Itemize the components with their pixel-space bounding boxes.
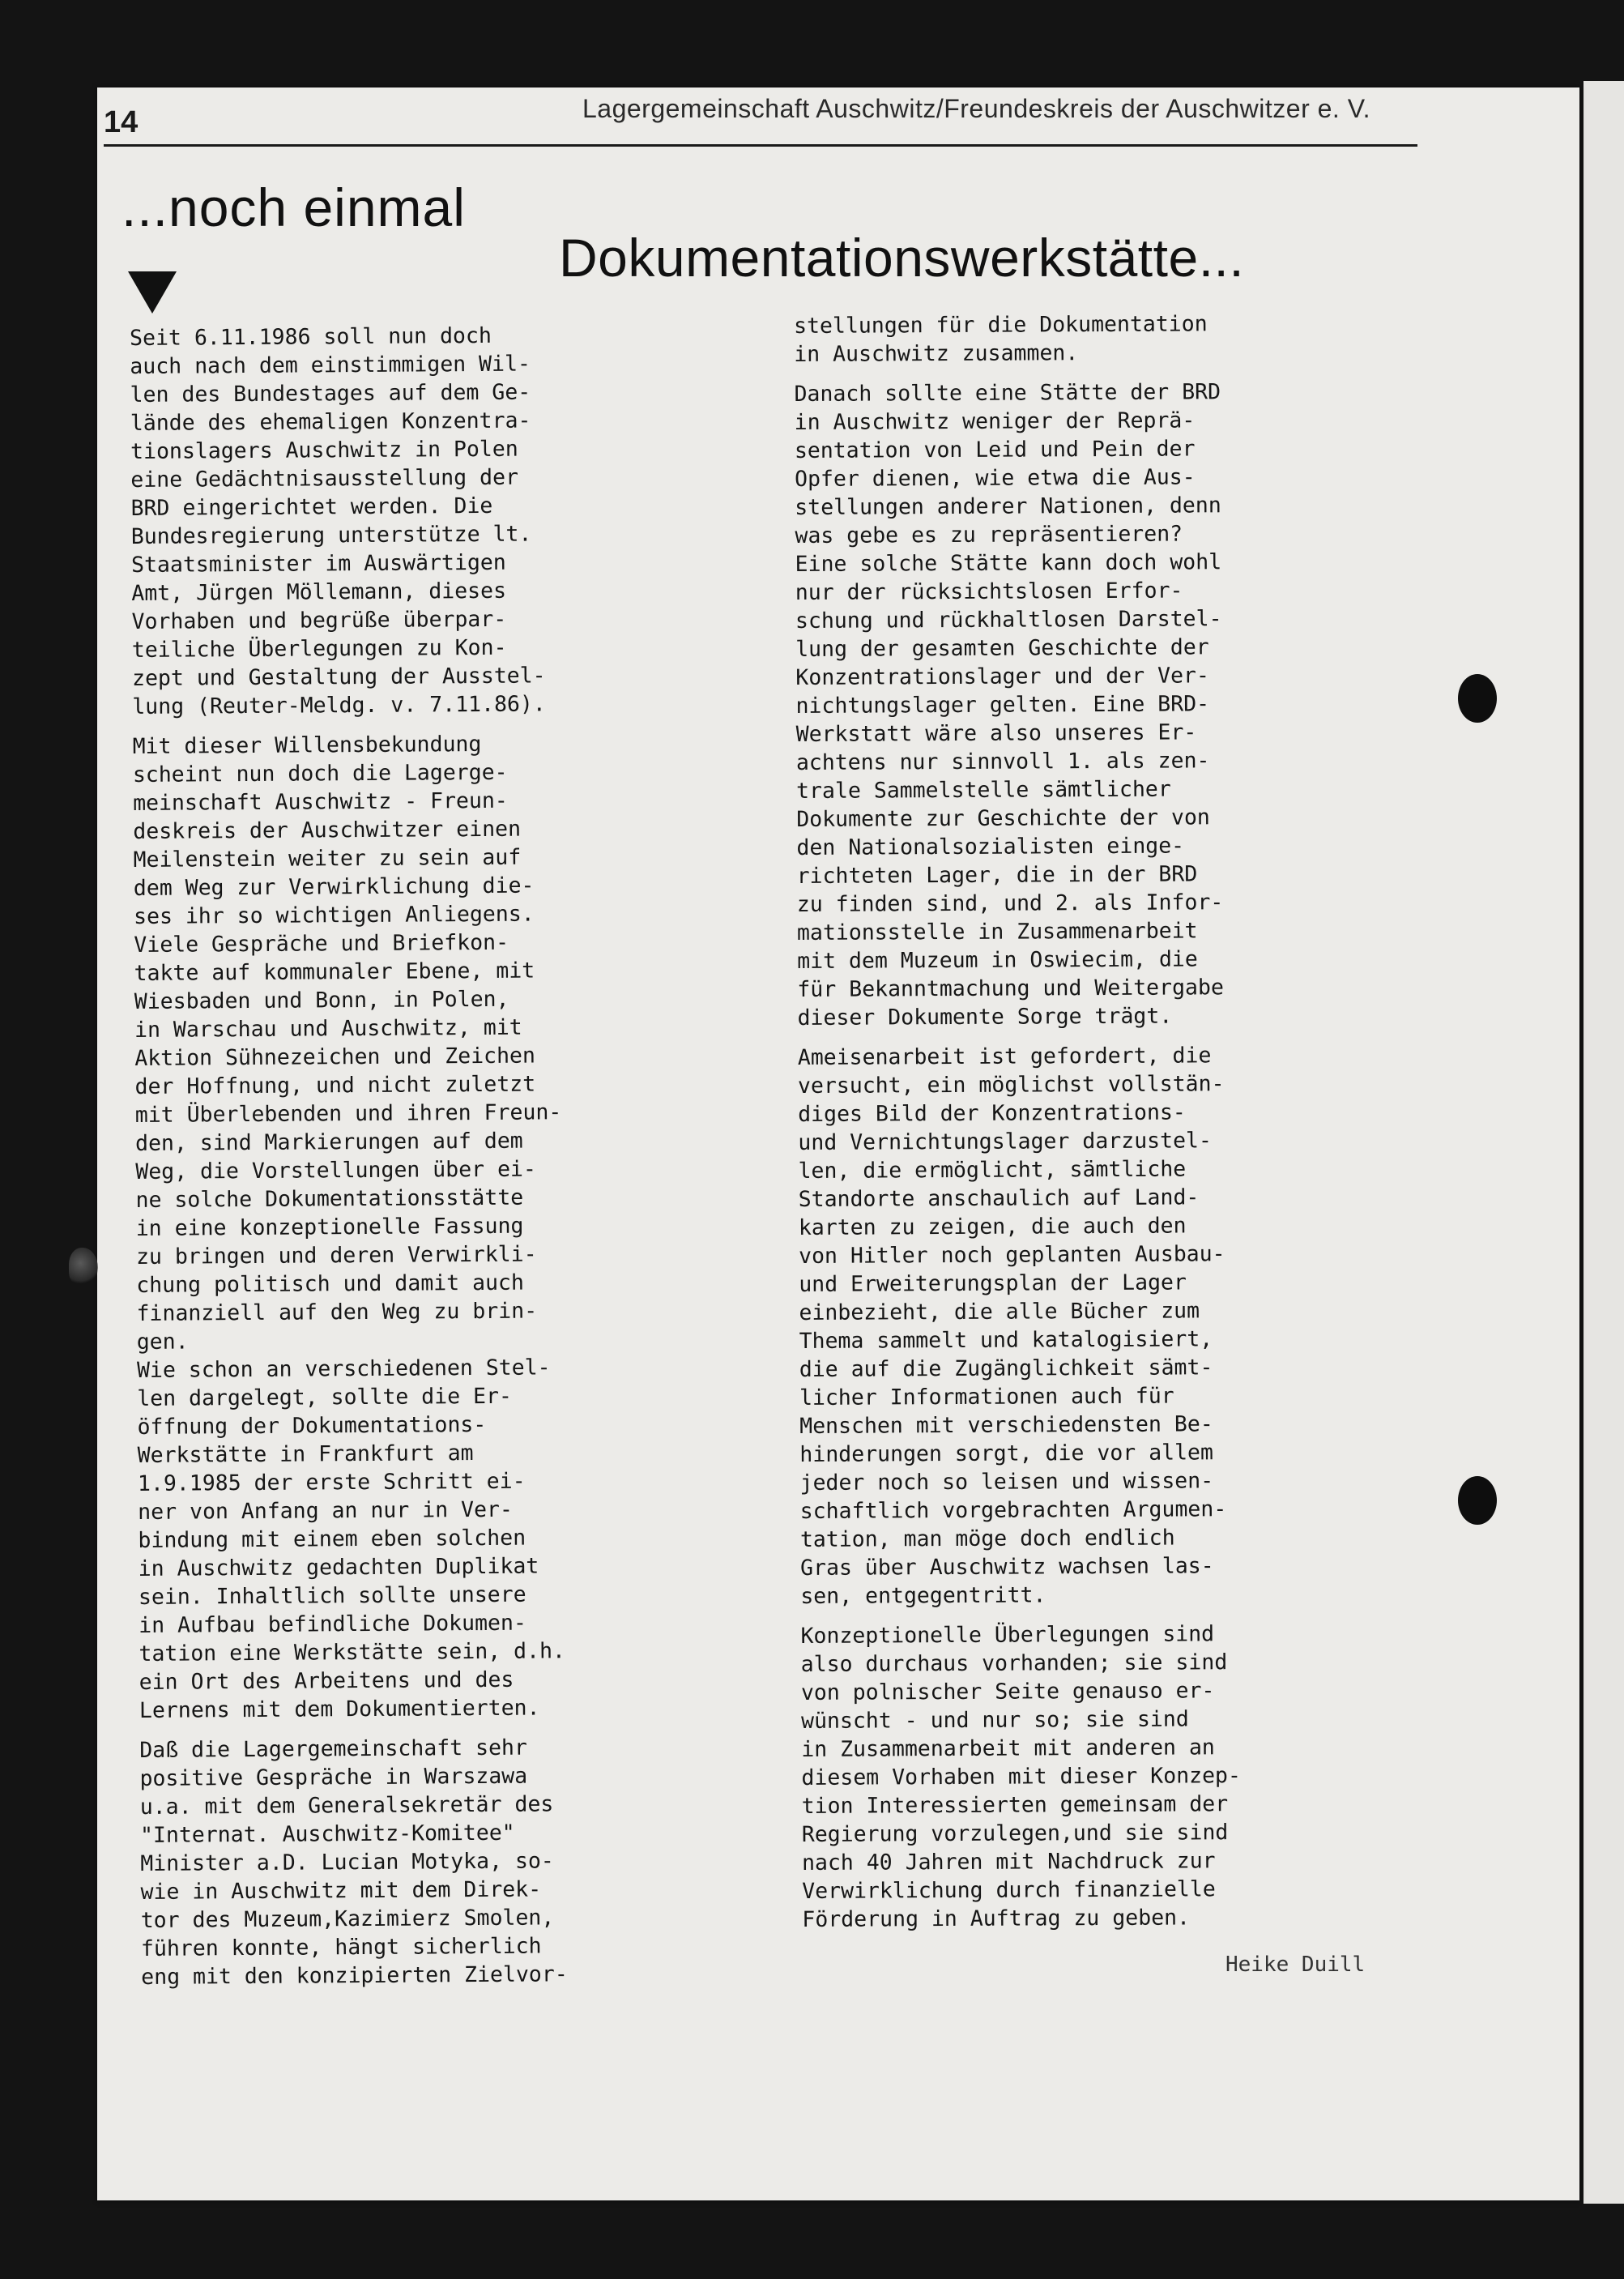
triangle-marker-icon <box>128 271 177 314</box>
page-number: 14 <box>104 105 139 139</box>
article-column-left <box>130 319 838 1991</box>
paragraph: Konzeptionelle Überlegungen sind also durchaus vorhanden; sie sind von polnischer Seite genauso er- wünscht - und nur so; sie sind in Zusammenarbeit mit anderen an diesem Vorhaben mit dieser Konzep- tion Interessierten gemeinsam der Regierung vorzulegen,und sie sind nach 40 Jahren mit Nachdruck zur Verwirklichung durch finanzielle Förderung in Auftrag zu geben. <box>800 1621 1242 1932</box>
author-signature: Heike Duill <box>1225 1953 1366 1977</box>
article-column-right <box>794 308 1498 1933</box>
article-title-line-1: ...noch einmal <box>121 177 466 237</box>
paragraph: Daß die Lagergemeinschaft sehr positive Gespräche in Warszawa u.a. mit dem Generalsekretär des "Internat. Auschwitz-Komitee" Minister a.D. Lucian Motyka, so- wie in Auschwitz mit dem Direk- tor des Muzeum,Kazimierz Smolen, führen konnte, hängt sicherlich eng mit den konzipierten Zielvor- <box>139 1735 568 1990</box>
adjacent-page-edge <box>1584 81 1624 2204</box>
paragraph: stellungen für die Dokumentation in Auschwitz zusammen. <box>794 311 1208 367</box>
paragraph: Mit dieser Willensbekundung scheint nun doch die Lagerge- meinschaft Auschwitz - Freun- deskreis der Auschwitzer einen Meilenstein weiter zu sein auf dem Weg zur Verwirklichung die- ses ihr so wichtigen Anliegens. Viele Gespräche und Briefkon- takte auf kommunaler Ebene, mit Wiesbaden und Bonn, in Polen, in Warschau und Auschwitz, mit Aktion Sühnezeichen und Zeichen der Hoffnung, und nicht zuletzt mit Überlebenden und ihren Freun- den, sind Markierungen auf dem Weg, die Vorstellungen über ei- ne solche Dokumentationsstätte in eine konzeptionelle Fassung zu bringen und deren Verwirkli- chung politisch und damit auch finanziell auf den Weg zu brin- gen. Wie schon an verschiedenen Stel- len dargelegt, sollte die Er- öffnung der Dokumentations- Werkstätte in Frankfurt am 1.9.1985 der erste Schritt ei- ner von Anfang an nur in Ver- bindung mit einem eben solchen in Auschwitz gedachten Duplikat sein. Inhaltlich sollte unsere in Aufbau befindliche Dokumen- tation eine Werkstätte sein, d.h. ein Ort des Arbeitens und des Lernens mit dem Dokumentierten. <box>132 731 566 1723</box>
article-title-line-2: Dokumentationswerkstätte... <box>559 228 1245 288</box>
paragraph: Ameisenarbeit ist gefordert, die versucht, ein möglichst vollstän- diges Bild der Konzentrations- und Vernichtungslager darzustel- len, die ermöglicht, sämtliche Standorte anschaulich auf Land- karten zu zeigen, die auch den von Hitler noch geplanten Ausbau- und Erweiterungsplan der Lager einbezieht, die alle Bücher zum Thema sammelt und katalogisiert, die auf die Zugänglichkeit sämt- licher Informationen auch für Menschen mit verschiedensten Be- hinderungen sorgt, die vor allem jeder noch so leisen und wissen- schaftlich vorgebrachten Argumen- tation, man möge doch endlich Gras über Auschwitz wachsen las- sen, entgegentritt. <box>797 1043 1227 1609</box>
publisher-name: Lagergemeinschaft Auschwitz/Freundeskreis der Auschwitzer e. V. <box>582 94 1370 123</box>
punch-hole-icon <box>1458 1476 1497 1525</box>
paragraph: Seit 6.11.1986 soll nun doch auch nach dem einstimmigen Wil- len des Bundestages auf dem Ge- lände des ehemaligen Konzentra- tionslagers Auschwitz in Polen eine Gedächtnisausstellung der BRD eingerichtet werden. Die Bundesregierung unterstütze lt. Staatsminister im Auswärtigen Amt, Jürgen Möllemann, dieses Vorhaben und begrüße überpar- teiliche Überlegungen zu Kon- zept und Gestaltung der Ausstel- lung (Reuter-Meldg. v. 7.11.86). <box>130 322 546 719</box>
ink-stain-icon <box>69 1248 98 1287</box>
punch-hole-icon <box>1458 674 1497 723</box>
paragraph: Danach sollte eine Stätte der BRD in Auschwitz weniger der Reprä- sentation von Leid und Pein der Opfer dienen, wie etwa die Aus- stellungen anderer Nationen, denn was gebe es zu repräsentieren? Eine solche Stätte kann doch wohl nur der rücksichtslosen Erfor- schung und rückhaltlosen Darstel- lung der gesamten Geschichte der Konzentrationslager und der Ver- nichtungslager gelten. Eine BRD- Werkstatt wäre also unseres Er- achtens nur sinnvoll 1. als zen- trale Sammelstelle sämtlicher Dokumente zur Geschichte der von den Nationalsozialisten einge- richteten Lager, die in der BRD zu finden sind, und 2. als Infor- mationsstelle in Zusammenarbeit mit dem Muzeum in Oswiecim, die für Bekanntmachung und Weitergabe dieser Dokumente Sorge trägt. <box>794 379 1224 1031</box>
page-header <box>104 79 1417 147</box>
